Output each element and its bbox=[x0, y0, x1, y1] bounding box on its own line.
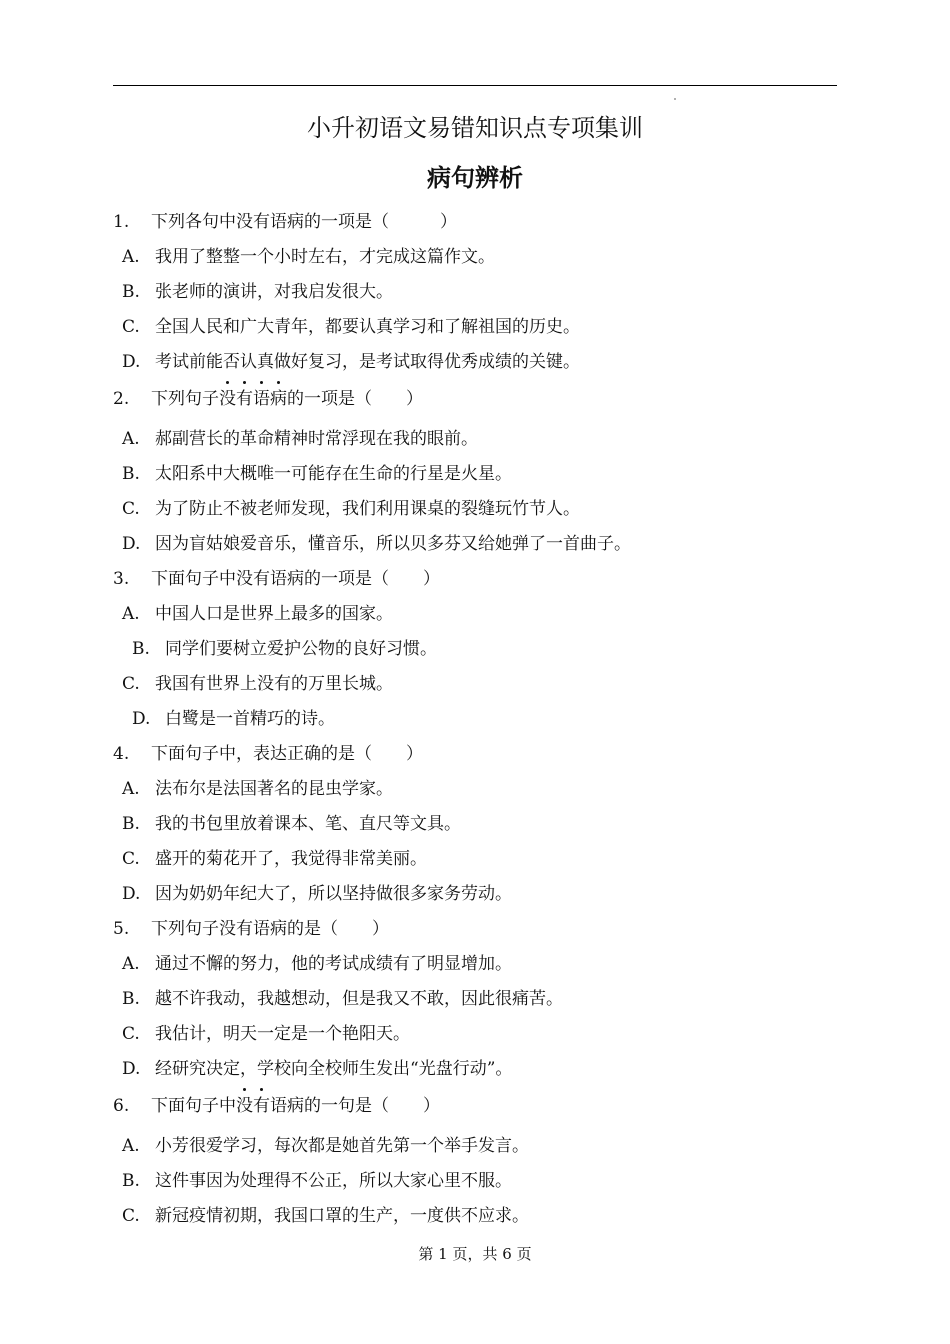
option-label: A. bbox=[122, 604, 140, 624]
option-text: 中国人口是世界上最多的国家。 bbox=[155, 604, 393, 624]
option-5c bbox=[122, 1022, 410, 1046]
question-number: 4. bbox=[113, 744, 130, 764]
question-stem: 下列各句中没有语病的一项是（ ） bbox=[151, 212, 457, 232]
option-1c bbox=[122, 315, 580, 339]
question-number: 1. bbox=[113, 212, 130, 232]
option-4d bbox=[122, 882, 512, 906]
page-subtitle: 病句辨析 bbox=[427, 164, 523, 192]
question-stem-after: 语病的一句是（ ） bbox=[270, 1096, 440, 1116]
option-label: A. bbox=[122, 779, 140, 799]
option-2a bbox=[122, 427, 478, 451]
option-4a bbox=[122, 777, 393, 801]
emph-char: 没 bbox=[219, 389, 236, 409]
option-4c bbox=[122, 847, 427, 871]
option-3b bbox=[132, 637, 437, 661]
emph-char: 没 bbox=[236, 1096, 253, 1116]
option-text: 越不许我动，我越想动，但是我又不敢，因此很痛苦。 bbox=[155, 989, 563, 1009]
emph-char: 语 bbox=[253, 389, 270, 409]
header-mark bbox=[674, 98, 676, 100]
option-text: 盛开的菊花开了，我觉得非常美丽。 bbox=[155, 849, 427, 869]
option-6c bbox=[122, 1204, 529, 1228]
option-text: 经研究决定，学校向全校师生发出“光盘行动”。 bbox=[155, 1059, 513, 1079]
option-3d bbox=[132, 707, 335, 731]
option-text: 我估计，明天一定是一个艳阳天。 bbox=[155, 1024, 410, 1044]
question-number: 6. bbox=[113, 1096, 130, 1116]
page-title: 小升初语文易错知识点专项集训 bbox=[307, 114, 643, 142]
option-text: 考试前能否认真做好复习，是考试取得优秀成绩的关键。 bbox=[155, 352, 580, 372]
option-label: D. bbox=[122, 534, 141, 554]
question-stem-before: 下列句子 bbox=[151, 389, 219, 409]
emphasized-text bbox=[219, 389, 287, 409]
option-label: D. bbox=[122, 352, 141, 372]
option-text: 全国人民和广大青年，都要认真学习和了解祖国的历史。 bbox=[155, 317, 580, 337]
question-number: 2. bbox=[113, 389, 130, 409]
option-label: D. bbox=[132, 709, 151, 729]
question-stem-after: 的一项是（ ） bbox=[287, 389, 423, 409]
option-label: B. bbox=[122, 282, 140, 302]
emph-char: 病 bbox=[270, 389, 287, 409]
option-1b bbox=[122, 280, 393, 304]
option-label: D. bbox=[122, 1059, 141, 1079]
option-2b bbox=[122, 462, 512, 486]
option-text: 同学们要树立爱护公物的良好习惯。 bbox=[165, 639, 437, 659]
emph-char: 有 bbox=[236, 389, 253, 409]
question-stem: 下面句子中没有语病的一项是（ ） bbox=[151, 569, 440, 589]
option-label: C. bbox=[122, 1206, 140, 1226]
option-label: C. bbox=[122, 1024, 140, 1044]
option-text: 通过不懈的努力，他的考试成绩有了明显增加。 bbox=[155, 954, 512, 974]
option-label: A. bbox=[122, 1136, 140, 1156]
question-number: 5. bbox=[113, 919, 130, 939]
option-label: C. bbox=[122, 317, 140, 337]
option-1a bbox=[122, 245, 495, 269]
question-4 bbox=[113, 742, 423, 766]
question-number: 3. bbox=[113, 569, 130, 589]
option-3a bbox=[122, 602, 393, 626]
emph-char: 有 bbox=[253, 1096, 270, 1116]
option-label: D. bbox=[122, 884, 141, 904]
option-text: 因为盲姑娘爱音乐，懂音乐，所以贝多芬又给她弹了一首曲子。 bbox=[155, 534, 631, 554]
option-label: B. bbox=[122, 814, 140, 834]
option-label: B. bbox=[122, 1171, 140, 1191]
option-4b bbox=[122, 812, 461, 836]
option-text: 为了防止不被老师发现，我们利用课桌的裂缝玩竹节人。 bbox=[155, 499, 580, 519]
option-1d bbox=[122, 350, 580, 374]
question-2 bbox=[113, 387, 423, 411]
option-text: 这件事因为处理得不公正，所以大家心里不服。 bbox=[155, 1171, 512, 1191]
option-5d bbox=[122, 1057, 512, 1081]
page-footer: 第 1 页，共 6 页 bbox=[418, 1245, 532, 1263]
option-6b bbox=[122, 1169, 512, 1193]
option-2d bbox=[122, 532, 631, 556]
option-label: A. bbox=[122, 954, 140, 974]
question-stem: 下面句子中，表达正确的是（ ） bbox=[151, 744, 423, 764]
option-label: B. bbox=[122, 989, 140, 1009]
option-text: 法布尔是法国著名的昆虫学家。 bbox=[155, 779, 393, 799]
option-text: 我用了整整一个小时左右，才完成这篇作文。 bbox=[155, 247, 495, 267]
option-5b bbox=[122, 987, 563, 1011]
header-rule bbox=[113, 85, 837, 86]
option-text: 新冠疫情初期，我国口罩的生产，一度供不应求。 bbox=[155, 1206, 529, 1226]
question-6 bbox=[113, 1094, 440, 1118]
question-stem-before: 下面句子中 bbox=[151, 1096, 236, 1116]
option-text: 张老师的演讲，对我启发很大。 bbox=[155, 282, 393, 302]
option-label: C. bbox=[122, 849, 140, 869]
question-3 bbox=[113, 567, 440, 591]
question-1 bbox=[113, 210, 457, 234]
option-5a bbox=[122, 952, 512, 976]
option-text: 白鹭是一首精巧的诗。 bbox=[165, 709, 335, 729]
option-text: 小芳很爱学习，每次都是她首先第一个举手发言。 bbox=[155, 1136, 529, 1156]
option-label: B. bbox=[122, 464, 140, 484]
question-stem: 下列句子没有语病的是（ ） bbox=[151, 919, 389, 939]
emphasized-text bbox=[236, 1096, 270, 1116]
option-6a bbox=[122, 1134, 529, 1158]
option-label: C. bbox=[122, 674, 140, 694]
question-5 bbox=[113, 917, 389, 941]
option-2c bbox=[122, 497, 580, 521]
option-text: 我的书包里放着课本、笔、直尺等文具。 bbox=[155, 814, 461, 834]
option-label: A. bbox=[122, 429, 140, 449]
option-text: 我国有世界上没有的万里长城。 bbox=[155, 674, 393, 694]
option-label: B. bbox=[132, 639, 150, 659]
option-3c bbox=[122, 672, 393, 696]
option-label: A. bbox=[122, 247, 140, 267]
option-text: 郝副营长的革命精神时常浮现在我的眼前。 bbox=[155, 429, 478, 449]
option-text: 太阳系中大概唯一可能存在生命的行星是火星。 bbox=[155, 464, 512, 484]
option-text: 因为奶奶年纪大了，所以坚持做很多家务劳动。 bbox=[155, 884, 512, 904]
option-label: C. bbox=[122, 499, 140, 519]
